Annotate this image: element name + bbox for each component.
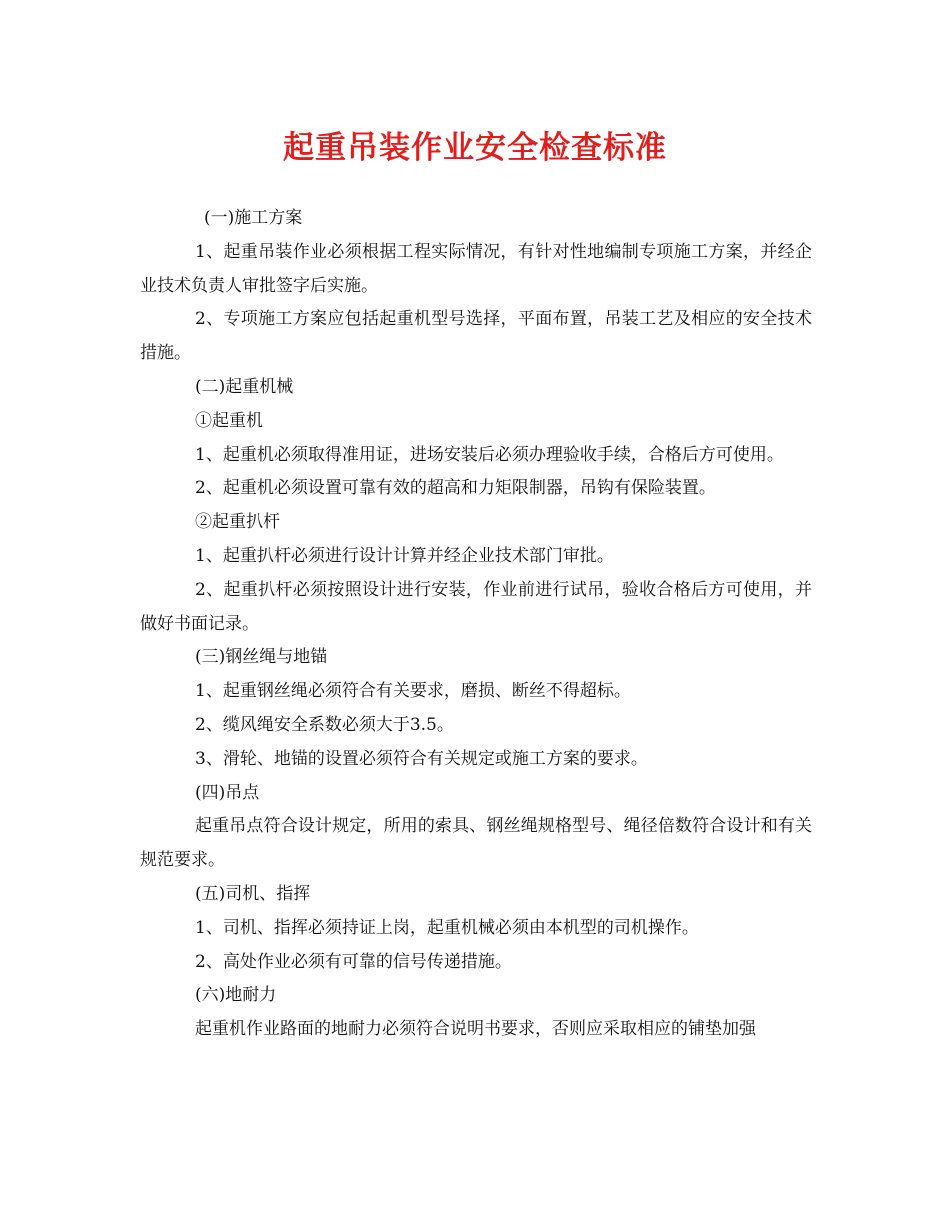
paragraph: 1、司机、指挥必须持证上岗，起重机械必须由本机型的司机操作。: [195, 917, 699, 938]
section-heading: (一)施工方案: [204, 208, 303, 228]
paragraph: 2、缆风绳安全系数必须大于3.5。: [195, 714, 454, 735]
document-body: [140, 202, 812, 1047]
subsection-heading: ②起重扒杆: [195, 512, 280, 533]
section-heading: (三)钢丝绳与地锚: [195, 647, 328, 668]
paragraph: 2、起重机必须设置可靠有效的超高和力矩限制器，吊钩有保险装置。: [195, 478, 716, 499]
paragraph: 1、起重机必须取得准用证，进场安装后必须办理验收手续，合格后方可使用。: [195, 444, 784, 465]
paragraph: 2、起重扒杆必须按照设计进行安装，作业前进行试吊，验收合格后方可使用，并做好书面记录。: [140, 579, 812, 634]
paragraph: 1、起重扒杆必须进行设计计算并经企业技术部门审批。: [195, 545, 614, 566]
paragraph: 起重吊点符合设计规定，所用的索具、钢丝绳规格型号、绳径倍数符合设计和有关规范要求。: [140, 816, 812, 871]
paragraph: 1、起重钢丝绳必须符合有关要求，磨损、断丝不得超标。: [195, 681, 631, 702]
paragraph: 起重机作业路面的地耐力必须符合说明书要求，否则应采取相应的铺垫加强: [195, 1019, 756, 1040]
paragraph: 2、专项施工方案应包括起重机型号选择，平面布置，吊装工艺及相应的安全技术措施。: [140, 309, 812, 364]
section-heading: (二)起重机械: [195, 376, 294, 397]
page-title: 起重吊装作业安全检查标准: [283, 130, 667, 166]
paragraph: 2、高处作业必须有可靠的信号传递措施。: [195, 951, 512, 972]
section-heading: (五)司机、指挥: [195, 883, 311, 904]
paragraph: 3、滑轮、地锚的设置必须符合有关规定或施工方案的要求。: [195, 748, 648, 769]
paragraph: 1、起重吊装作业必须根据工程实际情况，有针对性地编制专项施工方案，并经企业技术负责人审批签字后实施。: [140, 241, 812, 296]
section-heading: (六)地耐力: [195, 985, 277, 1006]
subsection-heading: ①起重机: [195, 410, 263, 431]
section-heading: (四)吊点: [195, 782, 260, 803]
